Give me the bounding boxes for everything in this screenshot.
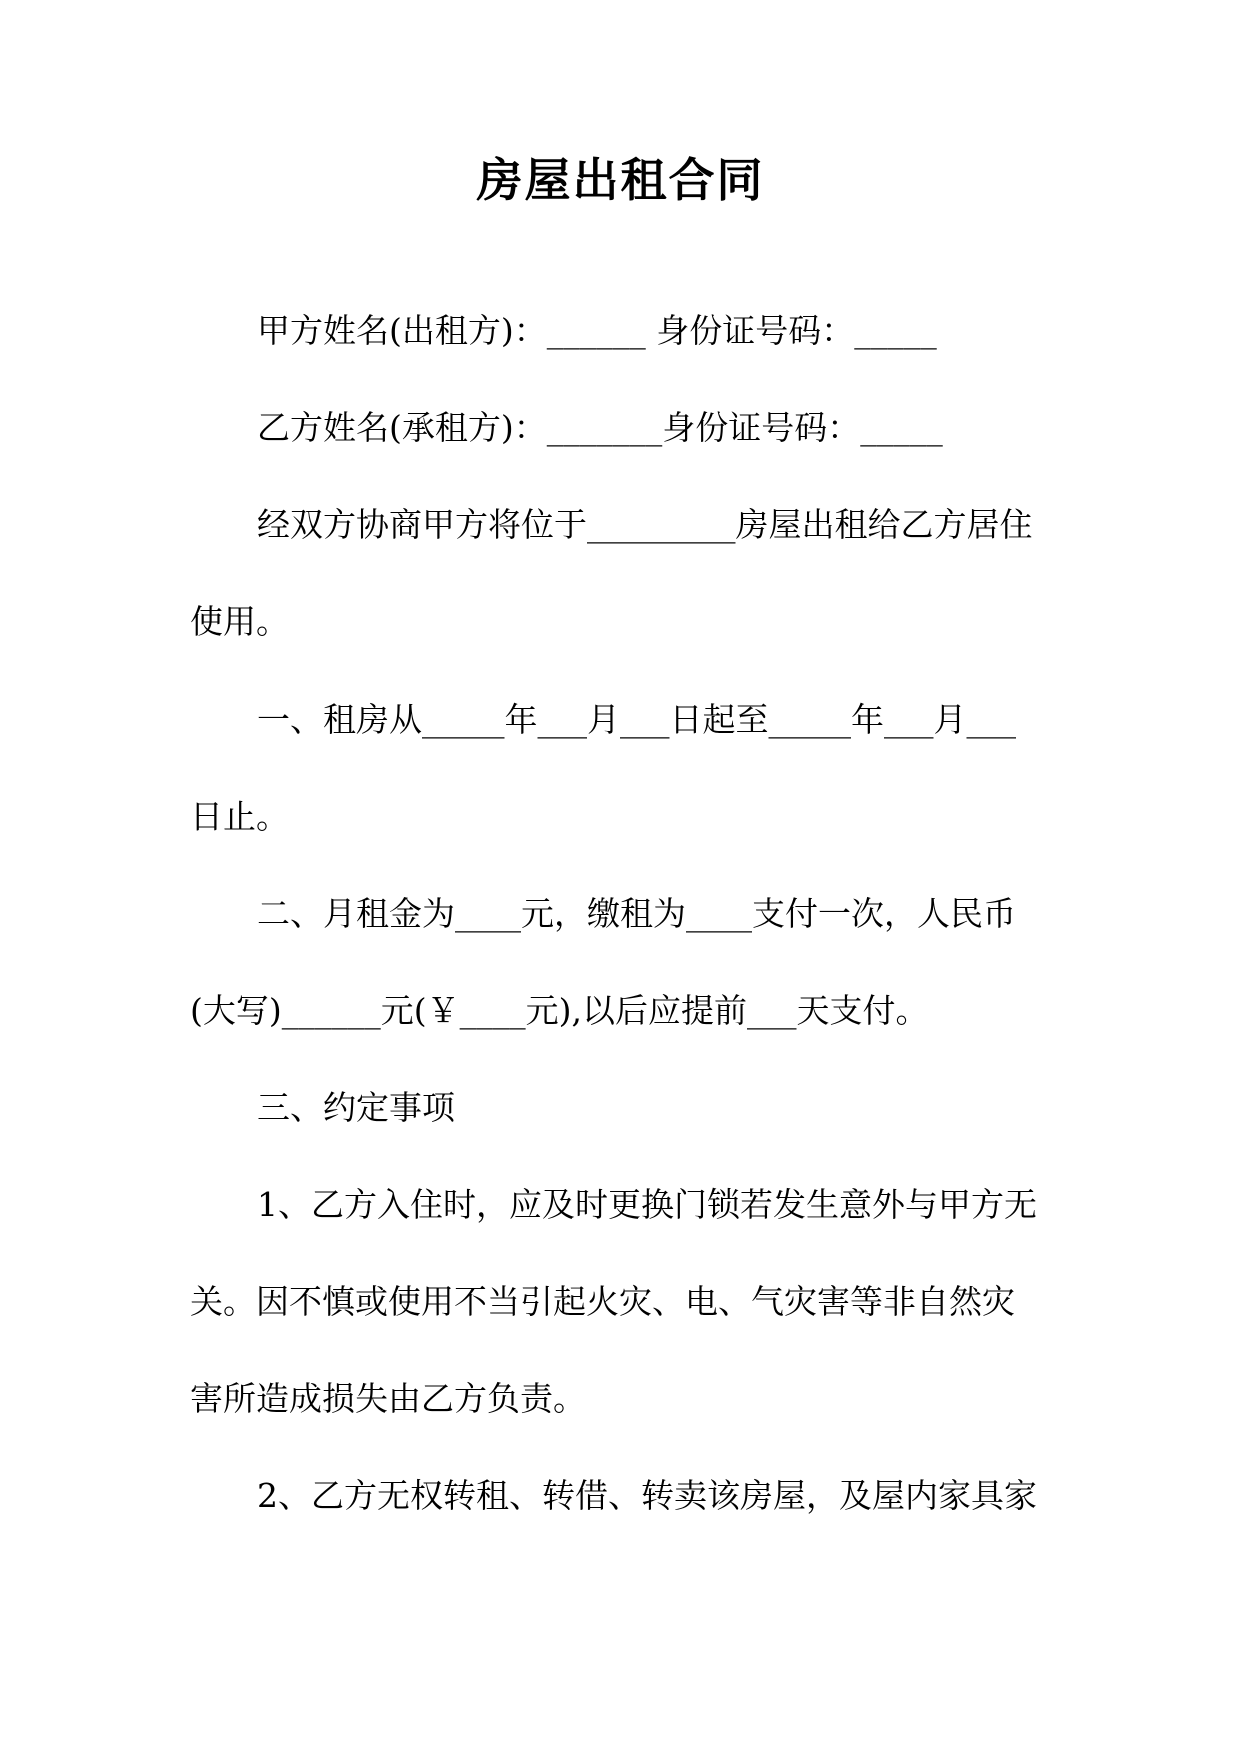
clause-2-line-cont: (大写)______元(￥____元),以后应提前___天支付。	[190, 991, 929, 1030]
clause-1-line-cont: 日止。	[190, 797, 289, 836]
clause-3-heading: 三、约定事项	[257, 1088, 455, 1127]
item-1-line-cont: 关。因不慎或使用不当引起火灾、电、气灾害等非自然灾	[190, 1282, 1015, 1321]
item-2-line: 2、乙方无权转租、转借、转卖该房屋，及屋内家具家	[257, 1476, 1037, 1515]
item-1-line-cont-2: 害所造成损失由乙方负责。	[190, 1379, 586, 1418]
clause-2-line: 二、月租金为____元，缴租为____支付一次，人民币	[257, 894, 1016, 933]
item-1-line: 1、乙方入住时，应及时更换门锁若发生意外与甲方无	[257, 1185, 1037, 1224]
party-b-line: 乙方姓名(承租方)：_______身份证号码：_____	[257, 408, 943, 447]
agreement-line-cont: 使用。	[190, 602, 289, 641]
party-a-line: 甲方姓名(出租方)：______ 身份证号码：_____	[257, 311, 937, 350]
document-title: 房屋出租合同	[476, 153, 765, 207]
agreement-line: 经双方协商甲方将位于_________房屋出租给乙方居住	[257, 505, 1033, 544]
clause-1-line: 一、租房从_____年___月___日起至_____年___月___	[257, 700, 1016, 739]
